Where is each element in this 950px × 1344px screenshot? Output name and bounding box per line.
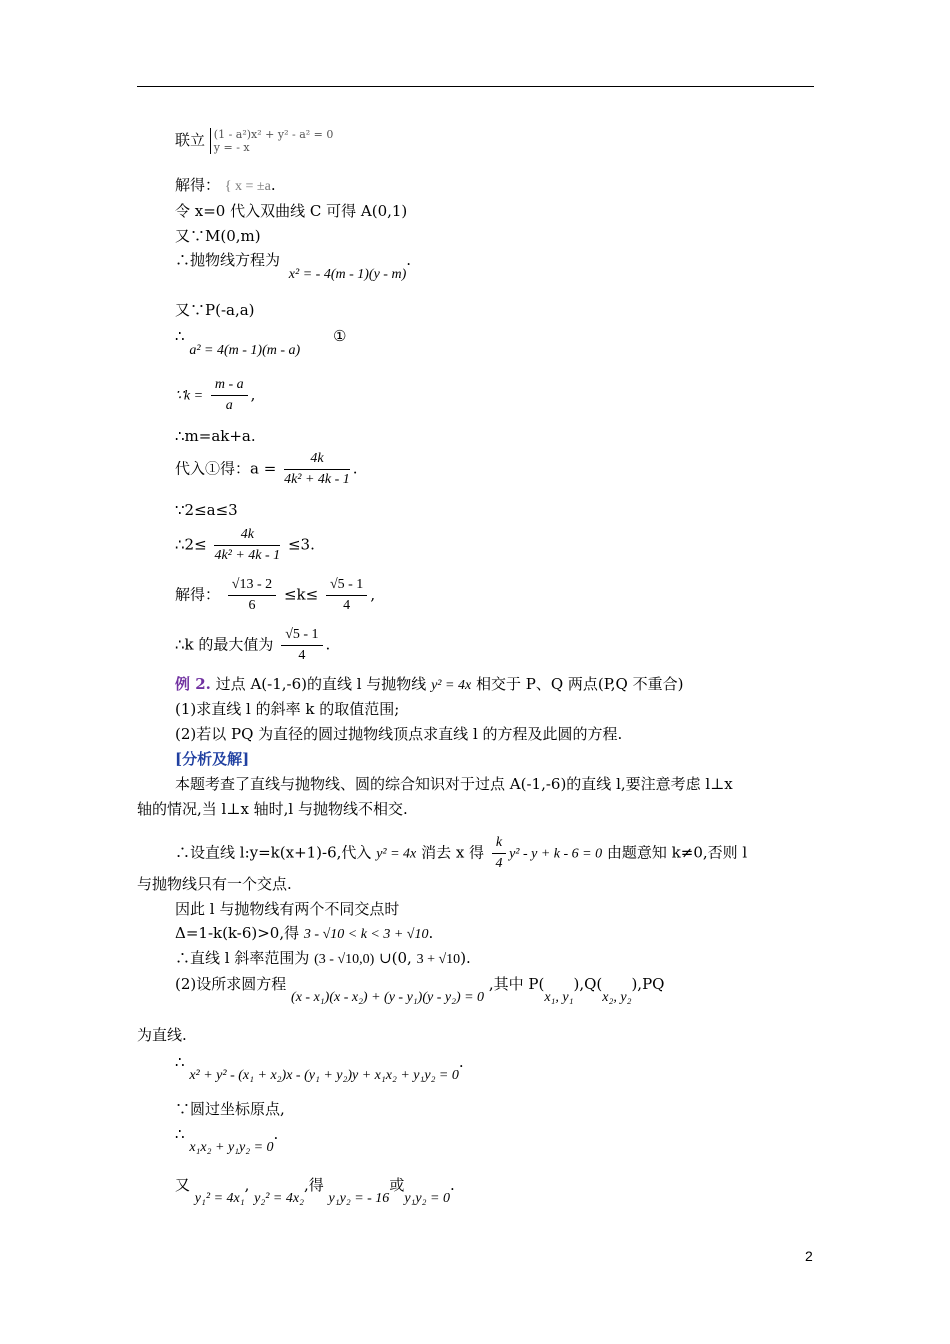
fraction xyxy=(281,626,322,665)
equation: 3 - √10 < k < 3 + √10 xyxy=(303,927,429,942)
example-label: 例 2. xyxy=(175,675,211,693)
text: 联立 xyxy=(175,131,206,149)
line-substitution xyxy=(175,834,747,873)
equation: x₁x₂ + y₁y₂ = 0 xyxy=(189,1140,274,1155)
line-max-k: ∴k 的最大值为 $\frac{√5 - 1}{4}$ . xyxy=(175,627,331,663)
text: ),PQ xyxy=(631,975,665,993)
denominator: 4k² + 4k - 1 xyxy=(284,472,350,487)
equation: y₁² = 4x₁ xyxy=(194,1191,245,1206)
equation: { x = ±a xyxy=(224,179,271,194)
paragraph-line: 轴的情况,当 l⊥x 轴时,l 与抛物线不相交. xyxy=(137,800,408,818)
text: 代入①得：a = xyxy=(175,459,277,478)
line-text: ∵2≤a≤3 xyxy=(175,501,238,519)
denominator: 6 xyxy=(248,598,256,613)
line-solve: 解得： { x = ±a. xyxy=(175,176,276,194)
line-slope: ∵k = $\frac{m - a}{a}$ , xyxy=(175,377,256,413)
line-text: 令 x=0 代入双曲线 C 可得 A(0,1) xyxy=(175,202,408,220)
equation: x₁, y₁ xyxy=(544,990,574,1005)
line-discriminant: Δ=1-k(k-6)>0,得 3 - √10 < k < 3 + √10. xyxy=(175,924,434,942)
line-solution-range: 解得： $\frac{√13 - 2}{6}$ ≤k≤ $\frac{√5 - 1}{4}$ , xyxy=(175,577,376,613)
text: ,得 xyxy=(303,1176,324,1194)
text: ∴ xyxy=(175,327,185,345)
line-inequality xyxy=(175,526,315,565)
example-2-statement xyxy=(175,674,683,696)
line-slope-range xyxy=(175,948,471,970)
equation: y₁y₂ = - 16 xyxy=(328,1191,390,1206)
numerator: k xyxy=(492,834,506,854)
equation: (1 - a²)x² + y² - a² = 0 xyxy=(213,128,334,141)
line-expanded: ∴ x² + y² - (x₁ + x₂)x - (y₁ + y₂)y + x₁x₂ + y₁y₂ = 0. xyxy=(175,1053,464,1083)
line-eq1 xyxy=(175,326,347,358)
text: ∴抛物线方程为 xyxy=(175,251,281,269)
equation: y² = 4x xyxy=(431,678,472,693)
equation: a² = 4(m - 1)(m - a) xyxy=(189,343,301,358)
equation: y = - x xyxy=(213,141,250,154)
paragraph-line: 与抛物线只有一个交点. xyxy=(137,875,292,893)
text: 消去 x 得 xyxy=(421,843,485,862)
equation: y₁y₂ = 0 xyxy=(404,1191,450,1206)
question-2: (2)若以 PQ 为直径的圆过抛物线顶点求直线 l 的方程及此圆的方程. xyxy=(175,725,623,743)
text: 由题意知 k≠0,否则 l xyxy=(606,843,748,862)
equation: x₂, y₂ xyxy=(602,990,632,1005)
text: 解得： xyxy=(175,176,221,194)
page-number: 2 xyxy=(805,1248,813,1264)
paragraph-line: ∵圆过坐标原点, xyxy=(175,1100,285,1118)
text: ∴ xyxy=(175,1053,185,1071)
text: ≤3. xyxy=(287,535,315,554)
line-text: ∴m=ak+a. xyxy=(175,427,256,445)
fraction xyxy=(211,376,248,415)
numerator: √5 - 1 xyxy=(326,576,367,596)
numerator: m - a xyxy=(211,376,248,396)
line-text: 又∵P(-a,a) xyxy=(175,301,255,319)
equation: (3 - √10,0) xyxy=(314,952,375,967)
line-parabola: ∴抛物线方程为 x² = - 4(m - 1)(y - m). xyxy=(175,251,412,282)
text: ∴k 的最大值为 xyxy=(175,635,274,654)
equation: y₂² = 4x₂ xyxy=(254,1191,304,1206)
text: (2)设所求圆方程 xyxy=(175,975,287,993)
line-text: 又∵M(0,m) xyxy=(175,227,261,245)
header-rule xyxy=(137,86,814,87)
denominator: 4 xyxy=(298,648,306,663)
line-circle-eq xyxy=(175,974,665,1005)
line-substitute: 代入①得：a = $\frac{4k}{\text{4k² + 4k - 1}}$ . xyxy=(175,451,358,487)
denominator: a xyxy=(225,398,233,413)
text: ). xyxy=(460,949,471,967)
line-simultaneous xyxy=(175,128,333,154)
equation: x² = - 4(m - 1)(y - m) xyxy=(288,267,407,282)
numerator: √5 - 1 xyxy=(281,626,322,646)
fraction xyxy=(214,526,280,565)
text: ∴ xyxy=(175,1125,185,1143)
text: ∴设直线 l:y=k(x+1)-6,代入 xyxy=(175,843,372,862)
equation-system xyxy=(210,128,334,154)
question-1: (1)求直线 l 的斜率 k 的取值范围; xyxy=(175,700,400,718)
fraction xyxy=(228,576,276,615)
text: 过点 A(-1,-6)的直线 l 与抛物线 xyxy=(215,675,427,693)
line-origin: ∴ x₁x₂ + y₁y₂ = 0. xyxy=(175,1125,279,1155)
equation: x² + y² - (x₁ + x₂)x - (y₁ + y₂)y + x₁x₂ + y₁y₂ = 0 xyxy=(189,1068,459,1083)
denominator: 4 xyxy=(495,856,503,871)
paragraph-line: 为直线. xyxy=(137,1026,187,1044)
text: 又 xyxy=(175,1176,191,1194)
fraction xyxy=(326,576,367,615)
text: ∴2≤ xyxy=(175,535,207,554)
text: ∴直线 l 斜率范围为 xyxy=(175,949,310,967)
equation: y² - y + k - 6 = 0 xyxy=(509,846,603,862)
text: ,其中 P( xyxy=(488,975,545,993)
text: 或 xyxy=(389,1176,405,1194)
numerator: √13 - 2 xyxy=(228,576,276,596)
text: ∵k = xyxy=(175,388,204,404)
denominator: 4 xyxy=(343,598,351,613)
equation: 3 + √10 xyxy=(416,952,461,967)
denominator: 4k² + 4k - 1 xyxy=(214,548,281,563)
equation: (x - x₁)(x - x₂) + (y - y₁)(y - y₂) = 0 xyxy=(291,990,485,1005)
circled-one: ① xyxy=(332,327,347,345)
fraction xyxy=(284,450,350,489)
text: 相交于 P、Q 两点(P,Q 不重合) xyxy=(475,675,684,693)
line-final: 又 y₁² = 4x₁, y₂² = 4x₂,得 y₁y₂ = - 16或y₁y₂ = 0. xyxy=(175,1176,455,1206)
paragraph-line: 因此 l 与抛物线有两个不同交点时 xyxy=(175,900,400,918)
text: Δ=1-k(k-6)>0,得 xyxy=(175,924,300,942)
numerator: 4k xyxy=(214,526,280,546)
fraction xyxy=(492,834,506,873)
analysis-heading: [分析及解] xyxy=(175,750,250,768)
numerator: 4k xyxy=(284,450,350,470)
equation: y² = 4x xyxy=(376,846,417,862)
text: 解得： xyxy=(175,585,221,604)
text: ≤k≤ xyxy=(283,585,319,604)
text: ),Q( xyxy=(573,975,603,993)
text: ∪(0, xyxy=(379,949,412,967)
paragraph-line: 本题考查了直线与抛物线、圆的综合知识对于过点 A(-1,-6)的直线 l,要注意考虑 l⊥x xyxy=(175,775,733,793)
